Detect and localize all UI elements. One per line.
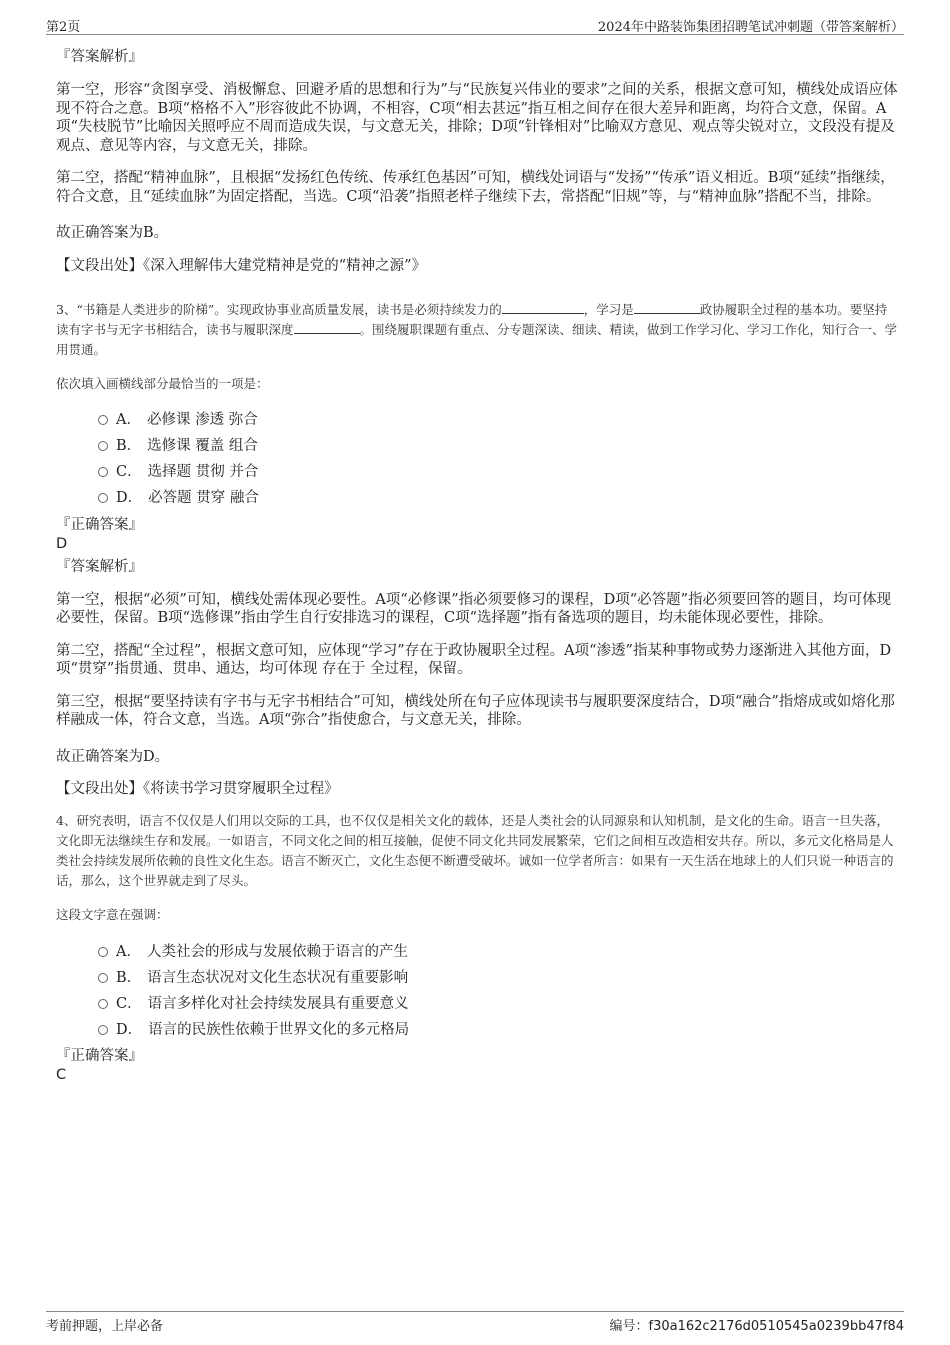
q3-source: 【文段出处】《将读书学习贯穿履职全过程》	[56, 781, 339, 797]
q4-option-d[interactable]: D． 语言的民族性依赖于世界文化的多元格局	[56, 1015, 898, 1041]
q3-option-a[interactable]: A． 必修课 渗透 弥合	[56, 406, 898, 432]
q3-analysis-para-2: 第二空，搭配“全过程”，根据文意可知，应体现“学习”存在于政协履职全过程。A项“渗透”指某种事物或势力逐渐进入其他方面，D项“贯穿”指贯通、贯串、通达，均可体现 存在于 全过程，保留。	[56, 642, 892, 677]
q2-analysis-para-1: 第一空，形容“贪图享受、消极懈怠、回避矛盾的思想和行为”与“民族复兴伟业的要求”之间的关系，根据文意可知，横线处成语应体现不符合之意。B项“格格不入”形容彼此不协调，不相容，C项“相去甚远”指互相之间存在很大差异和距离，均符合文意，保留。A项“失枝脱节”比喻因关照呼应不周而造成失误，与文意无关，排除；D项“针锋相对”比喻双方意见、观点等尖锐对立，文段没有提及观点、意见等内容，与文意无关，排除。	[56, 82, 898, 154]
page-footer	[46, 1311, 904, 1334]
question-3	[56, 300, 898, 800]
page-number: 第2页	[46, 20, 81, 35]
page-content	[56, 46, 898, 1083]
q2-analysis-para-2: 第二空，搭配“精神血脉”，且根据“发扬红色传统、传承红色基因”可知，横线处词语与“发扬”“传承”语义相近。B项“延续”指继续，符合文意，且“延续血脉”为固定搭配，当选。C项“沿袭”指照老样子继续下去，常搭配“旧规”等，与“精神血脉”搭配不当，排除。	[56, 170, 895, 205]
q3-conclusion: 故正确答案为D。	[56, 748, 170, 765]
q2-source: 【文段出处】《深入理解伟大建党精神是党的“精神之源”》	[56, 257, 427, 274]
q4-option-a[interactable]: A． 人类社会的形成与发展依赖于语言的产生	[56, 937, 898, 963]
question-4	[56, 811, 898, 1083]
q2-analysis-heading: 『答案解析』	[56, 49, 143, 65]
q3-option-b[interactable]: B． 选修课 覆盖 组合	[56, 432, 898, 458]
q4-stem: 4、研究表明，语言不仅仅是人们用以交际的工具，也不仅仅是相关文化的载体，还是人类社会的认同源泉和认知机制，是文化的生命。语言一旦失落，文化即无法继续生存和发展。一如语言，不同文化之间的相互接触，促使不同文化共同发展繁荣，它们之间相互改造相安共存。所以，多元文化格局是人类社会持续发展所依赖的良性文化生态。语言不断灭亡，文化生态便不断遭受破坏。诚如一位学者所言：如果有一天生活在地球上的人们只说一种语言的话，那么，这个世界就走到了尽头。	[56, 813, 894, 888]
q3-blank-1	[502, 301, 584, 314]
q3-option-d[interactable]: D． 必答题 贯穿 融合	[56, 484, 898, 510]
q3-blank-2	[634, 301, 700, 314]
q3-answer-heading: 『正确答案』	[56, 516, 143, 533]
q4-option-c[interactable]: C． 语言多样化对社会持续发展具有重要意义	[56, 989, 898, 1015]
radio-icon[interactable]	[98, 467, 108, 477]
radio-icon[interactable]	[98, 947, 108, 957]
q3-analysis-para-3: 第三空，根据“要坚持读有字书与无字书相结合”可知，横线处所在句子应体现读书与履职要深度结合，D项“融合”指熔成或如熔化那样融成一体，符合文意，当选。A项“弥合”指使愈合，与文意无关，排除。	[56, 693, 895, 728]
q3-stem: 3、“书籍是人类进步的阶梯”。实现政协事业高质量发展，读书是必须持续发力的 ，学习是 政协履职全过程的基本功。要坚持读有字书与无字书相结合，读书与履职深度 。围绕履职课题有重点、分专题深读、细读、精读，做到工作学习化、学习工作化，知行合一、学用贯通。	[56, 301, 898, 357]
radio-icon[interactable]	[98, 493, 108, 503]
q4-option-b[interactable]: B． 语言生态状况对文化生态状况有重要影响	[56, 963, 898, 989]
footer-code: 编号：f30a162c2176d0510545a0239bb47f84	[609, 1319, 904, 1334]
q2-conclusion: 故正确答案为B。	[56, 225, 169, 241]
radio-icon[interactable]	[98, 415, 108, 425]
q3-analysis-heading: 『答案解析』	[56, 558, 143, 575]
q4-answer: C	[56, 1067, 67, 1083]
q4-prompt: 这段文字意在强调：	[56, 907, 169, 922]
radio-icon[interactable]	[98, 999, 108, 1009]
radio-icon[interactable]	[98, 1025, 108, 1035]
footer-slogan: 考前押题，上岸必备	[46, 1319, 164, 1334]
q3-prompt: 依次填入画横线部分最恰当的一项是：	[56, 375, 269, 391]
page-header	[46, 14, 904, 35]
q3-option-c[interactable]: C． 选择题 贯彻 并合	[56, 458, 898, 484]
q3-blank-3	[294, 321, 360, 334]
radio-icon[interactable]	[98, 973, 108, 983]
q4-options	[56, 937, 898, 1041]
q2-analysis	[56, 46, 898, 276]
q3-answer: D	[56, 535, 68, 552]
q3-analysis-para-1: 第一空，根据“必须”可知，横线处需体现必要性。A项“必修课”指必须要修习的课程，D项“必答题”指必须要回答的题目，均可体现必要性，保留。B项“选修课”指由学生自行安排选习的课程，C项“选择题”指有备选项的题目，均未能体现必要性，排除。	[56, 591, 892, 626]
q3-options	[56, 406, 898, 510]
q4-answer-heading: 『正确答案』	[56, 1048, 143, 1064]
document-title: 2024年中路装饰集团招聘笔试冲刺题（带答案解析）	[597, 20, 904, 35]
radio-icon[interactable]	[98, 441, 108, 451]
